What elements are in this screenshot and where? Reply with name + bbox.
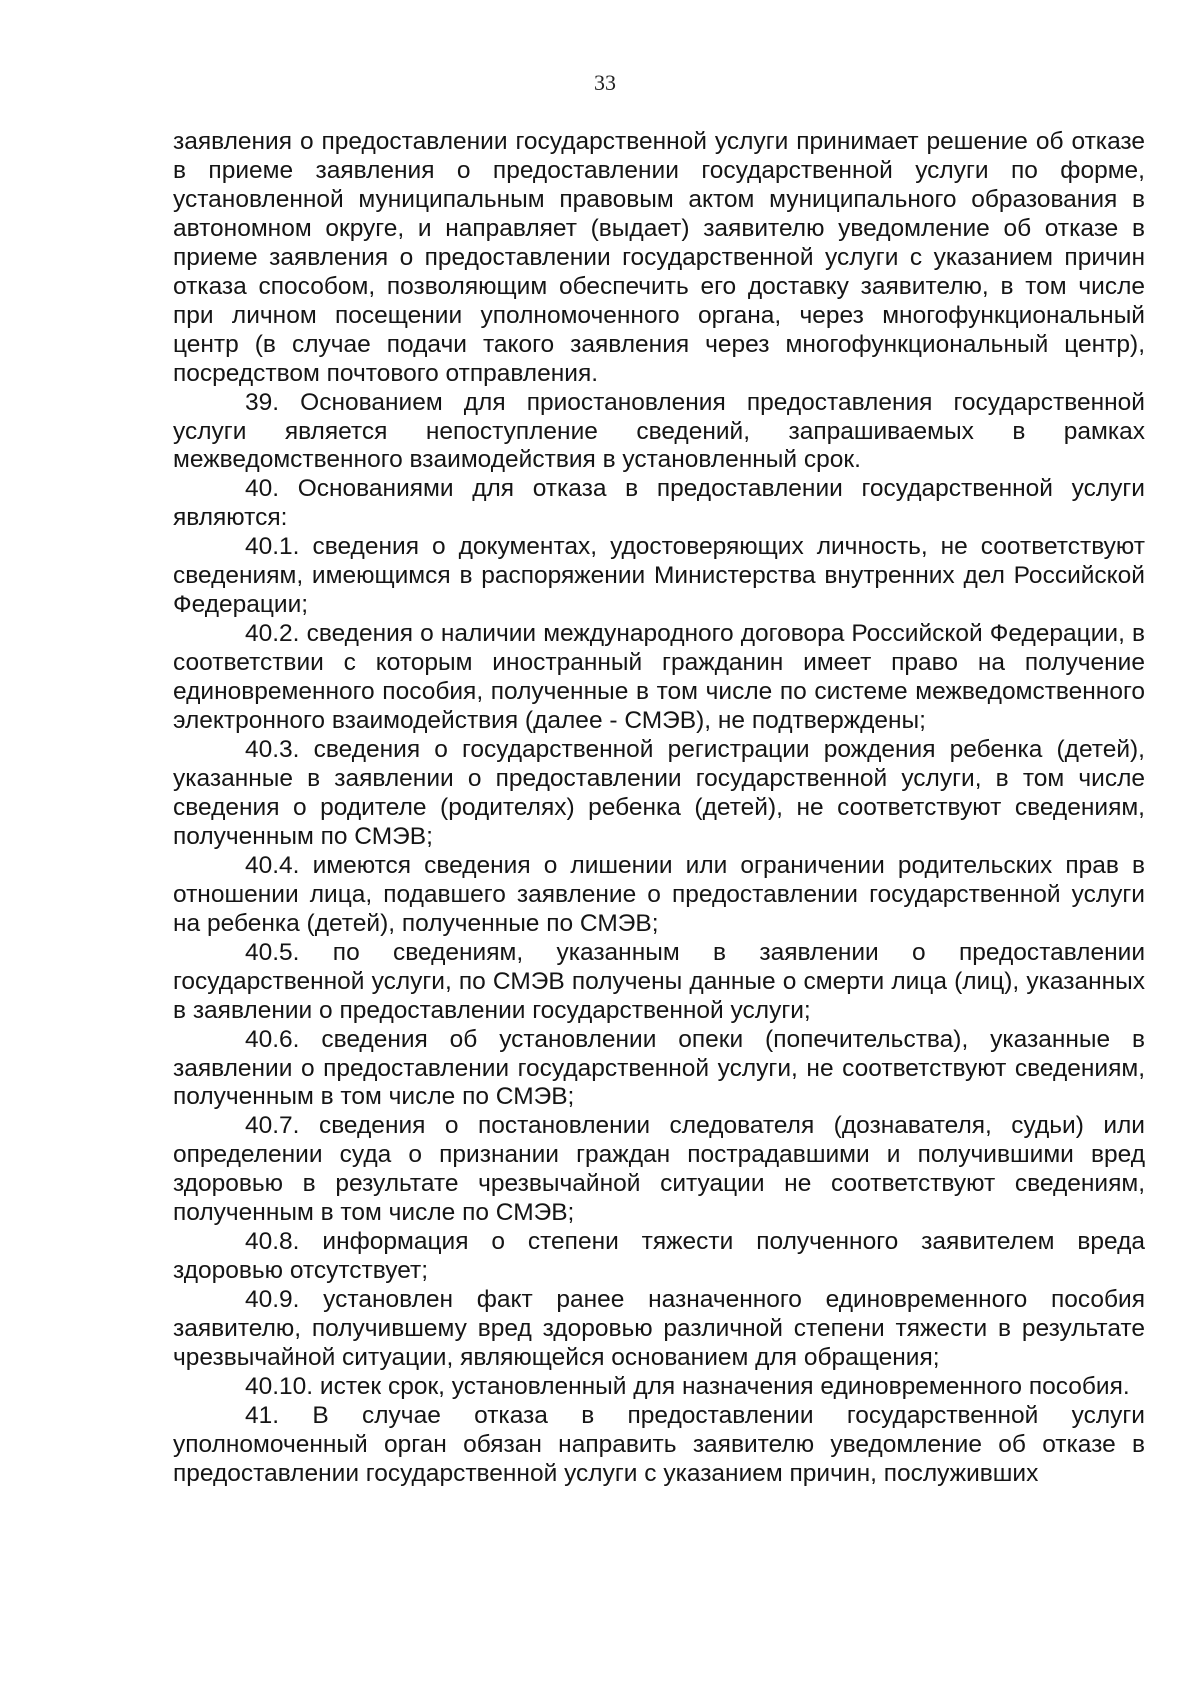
document-body: [173, 128, 1145, 1489]
page-number: 33: [594, 70, 616, 95]
paragraph-40-4: 40.4. имеются сведения о лишении или ограничении родительских прав в отношении лица, подавшего заявление о предоставлении государственной услуги на ребенка (детей), полученные по СМЭВ;: [173, 851, 1145, 937]
paragraph-40-8: 40.8. информация о степени тяжести полученного заявителем вреда здоровью отсутствует;: [173, 1228, 1145, 1285]
paragraph-40-6: 40.6. сведения об установлении опеки (попечительства), указанные в заявлении о предоставлении государственной услуги, не соответствуют сведениям, полученным в том числе по СМЭВ;: [173, 1025, 1145, 1111]
paragraph-41: 41. В случае отказа в предоставлении государственной услуги уполномоченный орган обязан направить заявителю уведомление об отказе в предоставлении государственной услуги с указанием причин, послуживших: [173, 1401, 1145, 1487]
paragraph-40: 40. Основаниями для отказа в предоставлении государственной услуги являются:: [173, 475, 1145, 532]
paragraph-40-7: 40.7. сведения о постановлении следователя (дознавателя, судьи) или определении суда о признании граждан пострадавшими и получившими вред здоровью в результате чрезвычайной ситуации не соответствуют сведениям, полученным в том числе по СМЭВ;: [173, 1112, 1145, 1227]
paragraph-continuation: заявления о предоставлении государственной услуги принимает решение об отказе в приеме заявления о предоставлении государственной услуги по форме, установленной муниципальным правовым актом муниципального образования в автономном округе, и направляет (выдает) заявителю уведомление об отказе в приеме заявления о предоставлении государственной услуги с указанием причин отказа способом, позволяющим обеспечить его доставку заявителю, в том числе при личном посещении уполномоченного органа, через многофункциональный центр (в случае подачи такого заявления через многофункциональный центр), посредством почтового отправления.: [173, 128, 1145, 387]
paragraph-40-9: 40.9. установлен факт ранее назначенного единовременного пособия заявителю, получившему вред здоровью различной степени тяжести в результате чрезвычайной ситуации, являющейся основанием для обращения;: [173, 1286, 1145, 1372]
paragraph-40-3: 40.3. сведения о государственной регистрации рождения ребенка (детей), указанные в заявлении о предоставлении государственной услуги, в том числе сведения о родителе (родителях) ребенка (детей), не соответствуют сведениям, полученным по СМЭВ;: [173, 736, 1145, 850]
paragraph-40-2: 40.2. сведения о наличии международного договора Российской Федерации, в соответствии с которым иностранный гражданин имеет право на получение единовременного пособия, полученные в том числе по системе межведомственного электронного взаимодействия (далее - СМЭВ), не подтверждены;: [173, 620, 1145, 735]
paragraph-40-5: 40.5. по сведениям, указанным в заявлении о предоставлении государственной услуги, по СМЭВ получены данные о смерти лица (лиц), указанных в заявлении о предоставлении государственной услуги;: [173, 938, 1145, 1024]
paragraph-39: 39. Основанием для приостановления предоставления государственной услуги является непоступление сведений, запрашиваемых в рамках межведомственного взаимодействия в установленный срок.: [173, 388, 1145, 474]
paragraph-40-1: 40.1. сведения о документах, удостоверяющих личность, не соответствуют сведениям, имеющимся в распоряжении Министерства внутренних дел Российской Федерации;: [173, 533, 1145, 619]
paragraph-40-10: 40.10. истек срок, установленный для назначения единовременного пособия.: [245, 1372, 1130, 1400]
